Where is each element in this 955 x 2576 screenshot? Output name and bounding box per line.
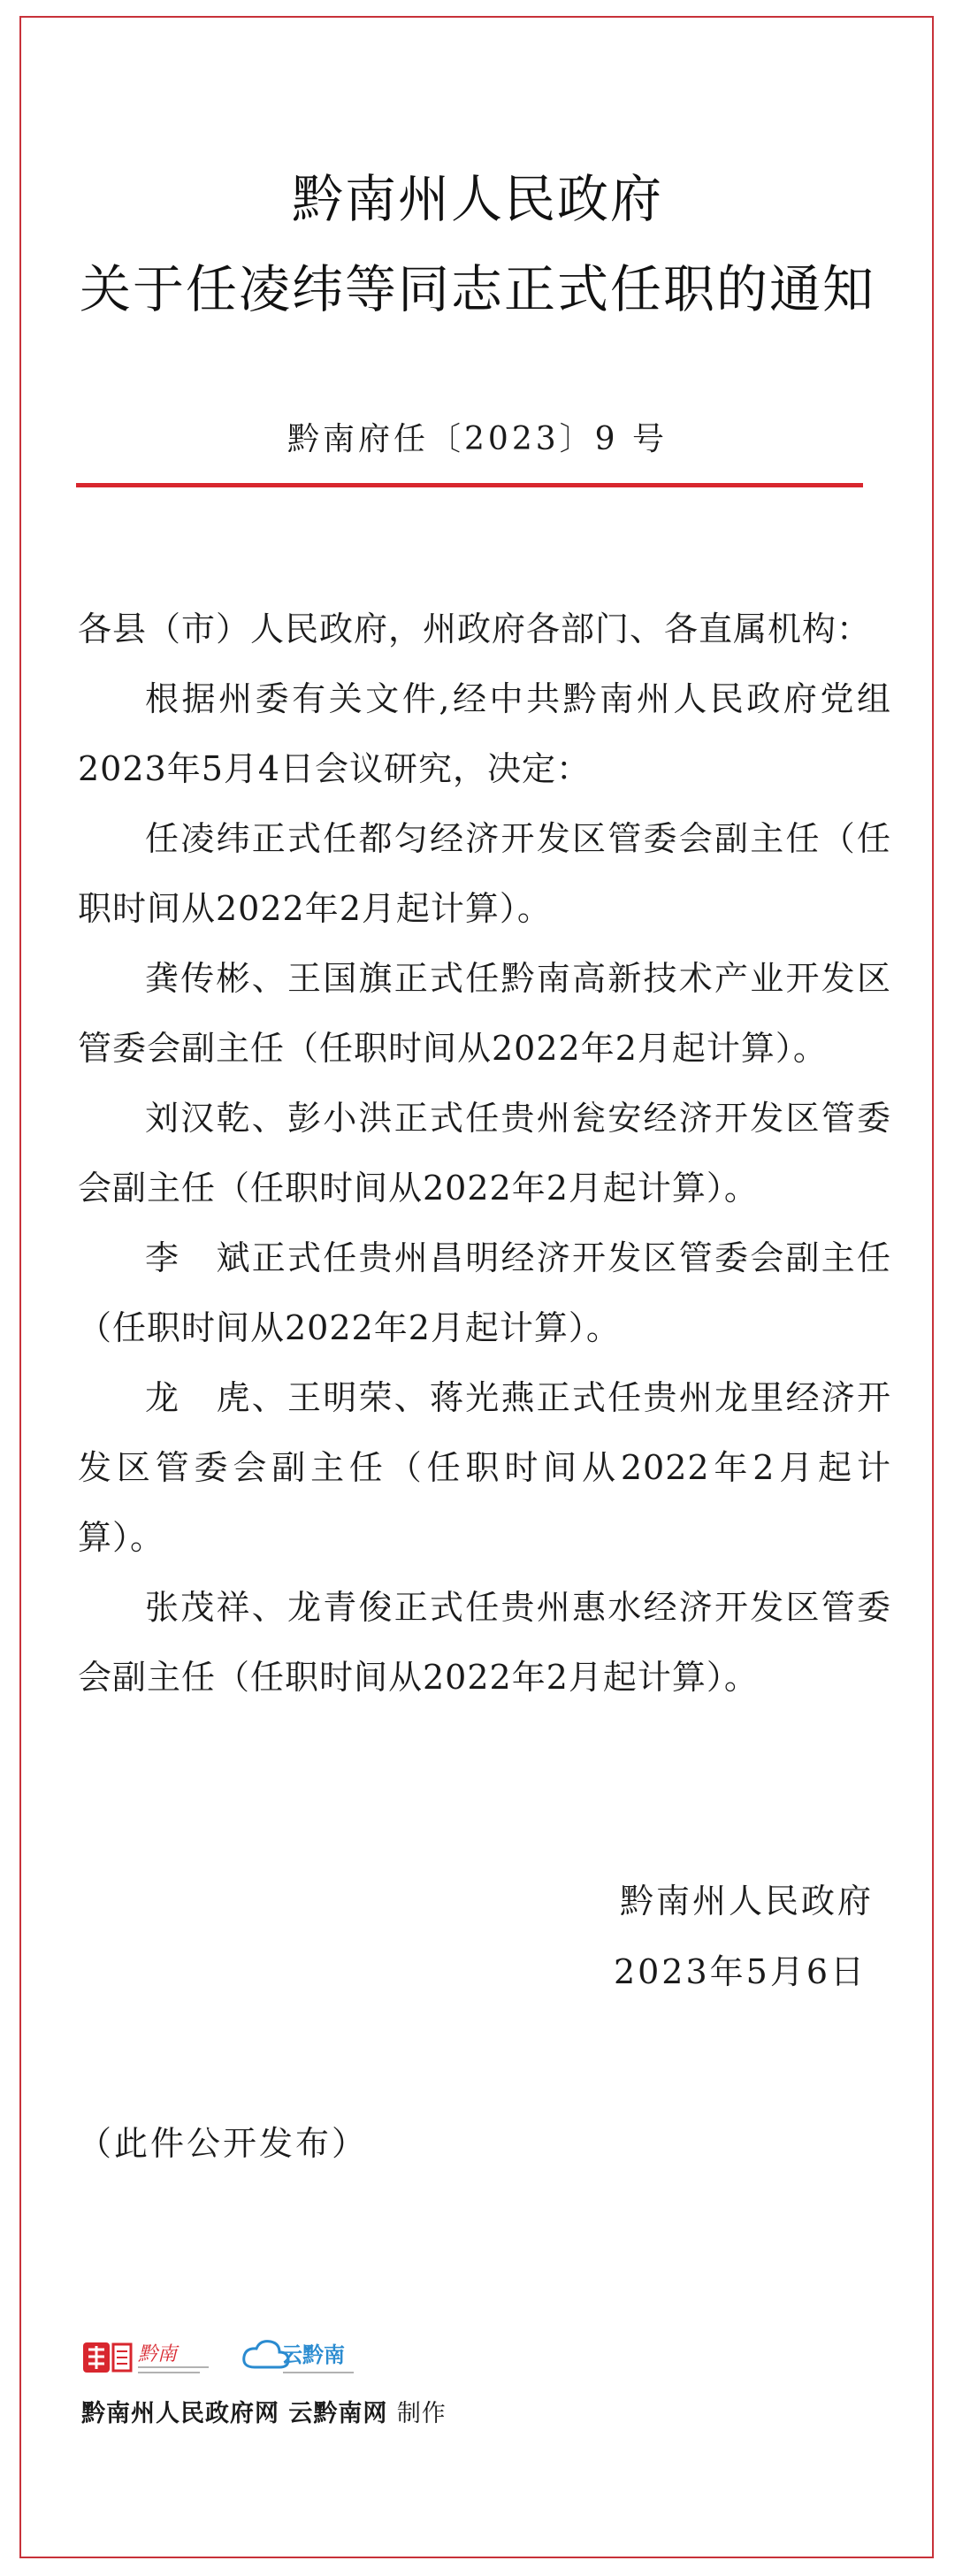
document-number: 黔南府任〔2023〕9 号 xyxy=(287,421,668,457)
document-title-line2: 关于任凌纬等同志正式任职的通知 xyxy=(79,259,875,319)
signature-date: 2023年5月6日 xyxy=(613,1952,867,1991)
publisher-logos xyxy=(81,2330,373,2383)
document-body xyxy=(78,594,891,1713)
paragraph-appointment: 任凌纬正式任都匀经济开发区管委会副主任（任职时间从2022年2月起计算）。 xyxy=(78,819,891,928)
release-note: （此件公开发布） xyxy=(78,2124,369,2163)
document-title-line1: 黔南州人民政府 xyxy=(291,169,663,229)
producer-credit xyxy=(81,2394,447,2428)
paragraph-decision: 根据州委有关文件,经中共黔南州人民政府党组2023年5月4日会议研究，决定： xyxy=(78,679,891,788)
paragraph-appointment: 张茂祥、龙青俊正式任贵州惠水经济开发区管委会副主任（任职时间从2022年2月起计算）。 xyxy=(78,1588,891,1697)
logo1-wordmark: 黔南 xyxy=(138,2343,178,2365)
paragraph-appointment: 龙 虎、王明荣、蒋光燕正式任贵州龙里经济开发区管委会副主任（任职时间从2022年2月起计算）。 xyxy=(78,1378,891,1557)
red-divider xyxy=(76,483,863,487)
signature-org: 黔南州人民政府 xyxy=(619,1882,874,1920)
qiannan-emblem-icon xyxy=(83,2342,131,2373)
producer-orgs: 黔南州人民政府网 云黔南网 xyxy=(81,2400,388,2427)
producer-suffix: 制作 xyxy=(396,2400,447,2427)
paragraph-appointment: 龚传彬、王国旗正式任黔南高新技术产业开发区管委会副主任（任职时间从2022年2月起计算）。 xyxy=(78,959,891,1068)
paragraph-appointment: 李 斌正式任贵州昌明经济开发区管委会副主任（任职时间从2022年2月起计算）。 xyxy=(78,1238,891,1347)
logo2-wordmark: 云黔南 xyxy=(281,2342,345,2367)
paragraph-appointment: 刘汉乾、彭小洪正式任贵州瓮安经济开发区管委会副主任（任职时间从2022年2月起计算）。 xyxy=(78,1099,891,1208)
salutation: 各县（市）人民政府，州政府各部门、各直属机构： xyxy=(78,610,872,648)
